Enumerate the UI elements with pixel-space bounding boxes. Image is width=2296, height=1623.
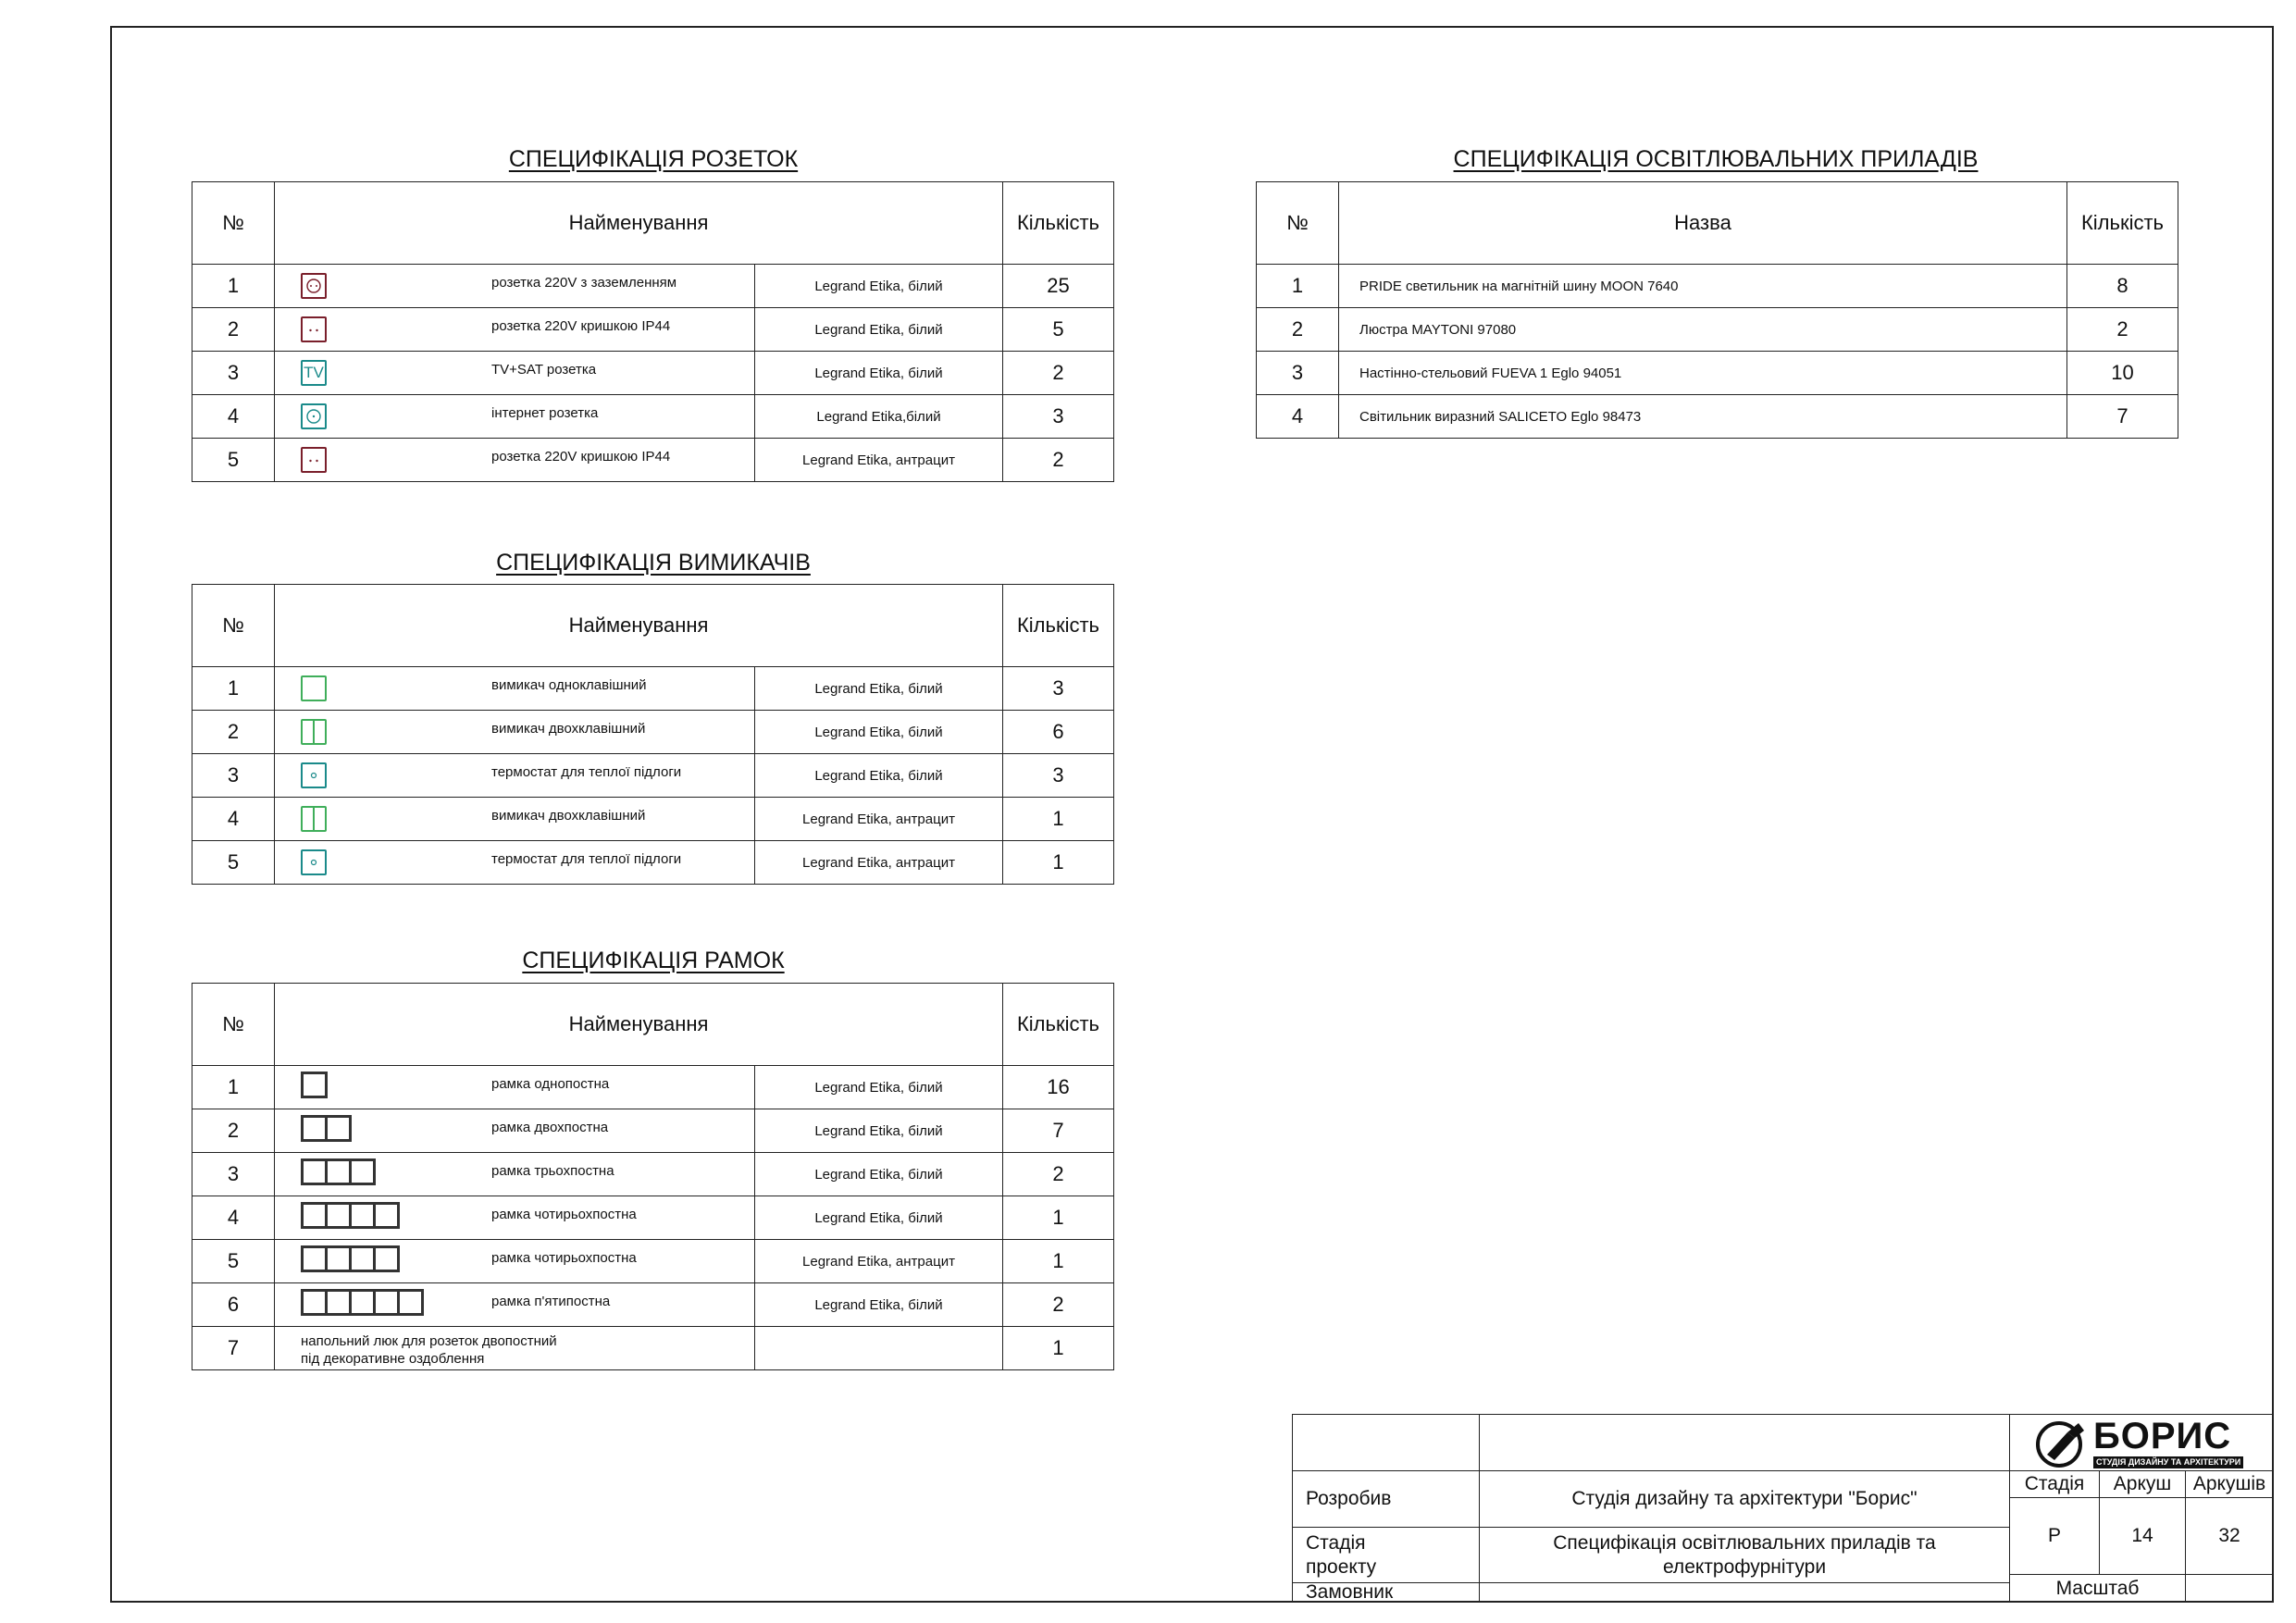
row-number: 2: [192, 308, 275, 352]
grounded-socket-icon: [301, 273, 327, 299]
col-name: Назва: [1339, 182, 2067, 265]
table-row: [192, 1196, 1114, 1240]
row-quantity: 1: [1003, 1240, 1114, 1283]
col-number: №: [192, 182, 275, 265]
row-description: інтернет розетка: [491, 405, 599, 421]
client-value: [1479, 1582, 2010, 1603]
row-number: 6: [192, 1283, 275, 1327]
stage-project-label: [1292, 1527, 1480, 1583]
scale-value: [2185, 1574, 2274, 1603]
thermostat-icon: [301, 762, 327, 788]
project-title: [1479, 1527, 2010, 1583]
row-number: 2: [192, 711, 275, 754]
frame-1-icon: [301, 1072, 328, 1103]
col-quantity: Кількість: [1003, 984, 1114, 1066]
lighting-table: [1256, 181, 2178, 439]
table-row: [192, 1327, 1114, 1370]
row-quantity: 2: [1003, 1153, 1114, 1196]
row-quantity: 1: [1003, 1196, 1114, 1240]
row-description: вимикач двохклавішний: [491, 721, 646, 737]
row-name: [275, 352, 755, 395]
sockets-table: [192, 181, 1114, 482]
col-name: Найменування: [275, 182, 1003, 265]
col-name: Найменування: [275, 585, 1003, 667]
row-name: [275, 841, 755, 885]
table-row: [1257, 308, 2178, 352]
switches-table: [192, 584, 1114, 885]
row-brand: Legrand Etika, антрацит: [755, 439, 1003, 482]
col-number: №: [1257, 182, 1339, 265]
frame-2-icon: [301, 1115, 352, 1146]
project-title-line2: електрофурнітури: [1662, 1555, 1827, 1578]
covered-socket-icon: [301, 447, 327, 473]
row-brand: Legrand Etika, білий: [755, 754, 1003, 798]
table-row: [1257, 352, 2178, 395]
row-description: рамка двохпостна: [491, 1120, 609, 1135]
col-quantity: Кількість: [2067, 182, 2178, 265]
table-row: [1257, 265, 2178, 308]
row-description: термостат для теплої підлоги: [491, 851, 682, 867]
row-description: рамка однопостна: [491, 1076, 610, 1092]
stage-value: Р: [2009, 1497, 2100, 1575]
table-row: [192, 1240, 1114, 1283]
table-row: [192, 439, 1114, 482]
row-brand: Legrand Etika, білий: [755, 667, 1003, 711]
row-number: 3: [1257, 352, 1339, 395]
tb-empty-cell: [1292, 1414, 1480, 1471]
row-brand: Legrand Etika,білий: [755, 395, 1003, 439]
table-row: [192, 395, 1114, 439]
row-quantity: 3: [1003, 395, 1114, 439]
row-quantity: 1: [1003, 841, 1114, 885]
row-description: [301, 1332, 557, 1368]
row-name: [275, 1066, 755, 1109]
row-description: рамка чотирьохпостна: [491, 1250, 637, 1266]
row-name: [275, 711, 755, 754]
row-number: 4: [192, 798, 275, 841]
row-description: розетка 220V кришкою IP44: [491, 449, 671, 465]
row-name: Настінно-стельовий FUEVA 1 Eglo 94051: [1339, 352, 2067, 395]
sheet-value: 14: [2099, 1497, 2186, 1575]
row-quantity: 2: [2067, 308, 2178, 352]
developed-label: Розробив: [1292, 1470, 1480, 1528]
row-description: термостат для теплої підлоги: [491, 764, 682, 780]
row-brand: [755, 1327, 1003, 1370]
row-brand: Legrand Etika, білий: [755, 308, 1003, 352]
frames-title: СПЕЦИФІКАЦІЯ РАМОК: [522, 948, 785, 973]
table-row: [192, 1153, 1114, 1196]
row-number: 3: [192, 352, 275, 395]
row-brand: Legrand Etika, білий: [755, 1066, 1003, 1109]
row-name: [275, 798, 755, 841]
row-quantity: 2: [1003, 439, 1114, 482]
stage-label-line1: Стадія: [1306, 1531, 1366, 1554]
row-description-line1: напольний люк для розеток двопостний: [301, 1333, 557, 1349]
company-logo: [2009, 1414, 2274, 1471]
row-description: вимикач двохклавішний: [491, 808, 646, 824]
logo-name: БОРИС: [2093, 1415, 2232, 1456]
table-row: [192, 667, 1114, 711]
col-sheets-label: Аркушів: [2185, 1470, 2274, 1498]
row-number: 5: [192, 439, 275, 482]
row-brand: Legrand Etika, білий: [755, 711, 1003, 754]
col-stage-label: Стадія: [2009, 1470, 2100, 1498]
row-name: [275, 754, 755, 798]
switches-title: СПЕЦИФІКАЦІЯ ВИМИКАЧІВ: [496, 550, 811, 576]
table-row: [1257, 395, 2178, 439]
table-row: [192, 352, 1114, 395]
row-brand: Legrand Etika, білий: [755, 1153, 1003, 1196]
table-row: [192, 1283, 1114, 1327]
row-name: Люстра MAYTONI 97080: [1339, 308, 2067, 352]
col-quantity: Кількість: [1003, 585, 1114, 667]
table-row: [192, 711, 1114, 754]
row-number: 1: [1257, 265, 1339, 308]
row-quantity: 2: [1003, 1283, 1114, 1327]
table-row: [192, 1109, 1114, 1153]
row-brand: Legrand Etika, білий: [755, 1109, 1003, 1153]
covered-socket-icon: [301, 316, 327, 342]
row-quantity: 6: [1003, 711, 1114, 754]
single-switch-icon: [301, 675, 327, 701]
row-number: 4: [192, 395, 275, 439]
row-quantity: 2: [1003, 352, 1114, 395]
logo-subtitle: СТУДІЯ ДИЗАЙНУ ТА АРХІТЕКТУРИ: [2093, 1456, 2243, 1468]
row-number: 4: [192, 1196, 275, 1240]
row-description-line2: під декоративне оздоблення: [301, 1351, 485, 1367]
row-name: [275, 667, 755, 711]
col-name: Найменування: [275, 984, 1003, 1066]
row-quantity: 7: [1003, 1109, 1114, 1153]
row-name: [275, 1153, 755, 1196]
col-number: №: [192, 984, 275, 1066]
table-row: [192, 265, 1114, 308]
double-switch-icon: [301, 719, 327, 745]
sockets-title: СПЕЦИФІКАЦІЯ РОЗЕТОК: [508, 146, 799, 172]
row-brand: Legrand Etika, білий: [755, 1196, 1003, 1240]
frames-table: [192, 983, 1114, 1370]
row-number: 5: [192, 841, 275, 885]
row-quantity: 7: [2067, 395, 2178, 439]
tb-empty-cell: [1479, 1414, 2010, 1471]
row-name: [275, 1196, 755, 1240]
frame-4-icon: [301, 1245, 400, 1277]
thermostat-icon: [301, 849, 327, 875]
row-quantity: 25: [1003, 265, 1114, 308]
table-row: [192, 754, 1114, 798]
project-title-line1: Специфікація освітлювальних приладів та: [1553, 1531, 1936, 1554]
row-number: 1: [192, 265, 275, 308]
scale-label: Масштаб: [2009, 1574, 2186, 1603]
row-quantity: 1: [1003, 1327, 1114, 1370]
row-name: PRIDE светильник на магнітній шину MOON 7640: [1339, 265, 2067, 308]
row-number: 3: [192, 1153, 275, 1196]
row-name: [275, 265, 755, 308]
row-name: [275, 1327, 755, 1370]
row-description: рамка чотирьохпостна: [491, 1207, 637, 1222]
sheets-value: 32: [2185, 1497, 2274, 1575]
row-brand: Legrand Etika, антрацит: [755, 798, 1003, 841]
row-name: Світильник виразний SALICETO Eglo 98473: [1339, 395, 2067, 439]
internet-socket-icon: [301, 403, 327, 429]
row-brand: Legrand Etika, білий: [755, 352, 1003, 395]
row-number: 2: [192, 1109, 275, 1153]
table-row: [192, 1066, 1114, 1109]
col-number: №: [192, 585, 275, 667]
col-quantity: Кількість: [1003, 182, 1114, 265]
client-label: Замовник: [1292, 1582, 1480, 1603]
row-quantity: 8: [2067, 265, 2178, 308]
row-brand: Legrand Etika, антрацит: [755, 841, 1003, 885]
row-number: 3: [192, 754, 275, 798]
row-number: 2: [1257, 308, 1339, 352]
tv-sat-socket-icon: TV: [301, 360, 327, 386]
stage-label-line2: проекту: [1306, 1555, 1377, 1578]
table-row: [192, 308, 1114, 352]
row-brand: Legrand Etika, антрацит: [755, 1240, 1003, 1283]
row-number: 1: [192, 1066, 275, 1109]
row-description: рамка трьохпостна: [491, 1163, 614, 1179]
row-quantity: 1: [1003, 798, 1114, 841]
table-row: [192, 841, 1114, 885]
row-description: розетка 220V з заземленням: [491, 275, 677, 291]
frame-4-icon: [301, 1202, 400, 1233]
row-number: 5: [192, 1240, 275, 1283]
row-name: [275, 395, 755, 439]
row-brand: Legrand Etika, білий: [755, 265, 1003, 308]
frame-3-icon: [301, 1158, 376, 1190]
double-switch-icon: [301, 806, 327, 832]
row-name: [275, 1240, 755, 1283]
developer-name: Студія дизайну та архітектури "Борис": [1479, 1470, 2010, 1528]
row-description: вимикач одноклавішний: [491, 677, 647, 693]
row-quantity: 3: [1003, 754, 1114, 798]
row-quantity: 3: [1003, 667, 1114, 711]
lighting-title: СПЕЦИФІКАЦІЯ ОСВІТЛЮВАЛЬНИХ ПРИЛАДІВ: [1453, 146, 1979, 172]
row-quantity: 10: [2067, 352, 2178, 395]
col-sheet-label: Аркуш: [2099, 1470, 2186, 1498]
row-number: 4: [1257, 395, 1339, 439]
row-name: [275, 1109, 755, 1153]
row-brand: Legrand Etika, білий: [755, 1283, 1003, 1327]
row-number: 7: [192, 1327, 275, 1370]
row-quantity: 16: [1003, 1066, 1114, 1109]
table-row: [192, 798, 1114, 841]
title-block: [1292, 1414, 2274, 1603]
row-name: [275, 439, 755, 482]
row-quantity: 5: [1003, 308, 1114, 352]
row-number: 1: [192, 667, 275, 711]
logo-emblem-icon: [2034, 1418, 2090, 1468]
row-name: [275, 308, 755, 352]
row-description: TV+SAT розетка: [491, 362, 597, 378]
frame-5-icon: [301, 1289, 424, 1320]
row-description: рамка п'ятипостна: [491, 1294, 611, 1309]
row-description: розетка 220V кришкою IP44: [491, 318, 671, 334]
row-name: [275, 1283, 755, 1327]
